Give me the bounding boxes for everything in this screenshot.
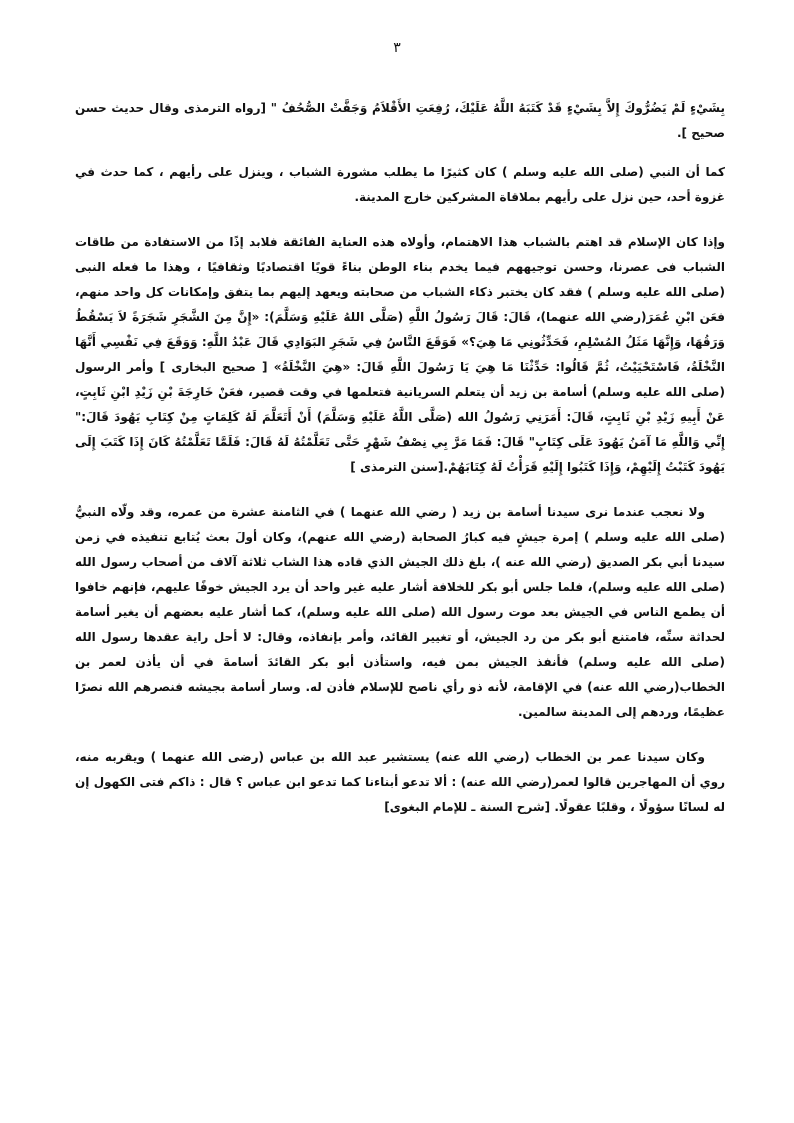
paragraph-usama-army: ولا نعجب عندما نرى سيدنا أسامة بن زيد ( رضي الله عنهما ) في الثامنة عشرة من عمره، وقد ولّاه النبيُّ (صلى الله عليه وسلم ) إمرة جيشٍ فيه كبارُ الصحابة (رضي الله عنهم)، وكان أولَ بعث يُتابع تنفيذه في زمن سيدنا أبي بكر الصديق (رضي الله عنه )، بلغ ذلك الجيش الذي قاده هذا الشاب ثلاثة آلاف من أصحاب رسول الله (صلى الله عليه وسلم)، فلما جلس أبو بكر للخلافة أشار عليه غير واحد أن يرد الجيش خوفًا عليهم، فإنهم خافوا أن يطمع الناس في الجيش بعد موت رسول الله (صلى الله عليه وسلم)، كما أشار عليه بعضهم أن يغير أسامة لحداثة سنِّه، فامتنع أبو بكر من رد الجيش، أو تغيير القائد، وأمر بإنفاذه، وقال: لا أحل راية عقدها رسول الله (صلى الله عليه وسلم) فأنفذ الجيش بمن فيه، واستأذن أبو بكر القائدَ أسامةَ في أن يأذن لعمر بن الخطاب(رضي الله عنه) في الإقامة، لأنه ذو رأي ناصح للإسلام فأذن له. وسار أسامة بجيشه فنصرهم الله نصرًا عظيمًا، وردهم إلى المدينة سالمين. (75, 505, 725, 719)
paragraph-benefiting-from-youth: وإذا كان الإسلام قد اهتم بالشباب هذا الاهتمام، وأولاه هذه العناية الفائقة فلابد إذًا من الاستفادة من طاقات الشباب فى عصرنا، وحسن توجيههم فيما يخدم بناء الوطن بناءً قويًا اقتصاديًا وثقافيًا ، وهذا ما فعله النبى (صلى الله عليه وسلم ) فقد كان يختبر ذكاء الشباب من صحابته ويعهد إليهم بما يتفق وإمكانات كل واحد منهم، فعَن ابْنِ عُمَرَ(رضي الله عنهما)، قَالَ: قَالَ رَسُولُ اللَّهِ (صَلَّى اللهُ عَلَيْهِ وَسَلَّمَ): «إِنَّ مِنَ الشَّجَرِ شَجَرَةً لاَ يَسْقُطُ وَرَقُهَا، وَإِنَّهَا مَثَلُ المُسْلِمِ، فَحَدِّثُونِي مَا هِيَ؟» فَوَقَعَ النَّاسُ فِي شَجَرِ البَوَادِي قَالَ عَبْدُ اللَّهِ: وَوَقَعَ فِي نَفْسِي أَنَّهَا النَّخْلَةُ، فَاسْتَحْيَيْتُ، ثُمَّ قَالُوا: حَدِّثْنَا مَا هِيَ يَا رَسُولَ اللَّهِ قَالَ: «هِيَ النَّخْلَةُ» [ صحيح البخارى ] وأمر الرسول (صلى الله عليه وسلم) أسامة بن زيد أن يتعلم السريانية فتعلمها في وقت قصير، فعَنْ خَارِجَةَ بْنِ زَيْدِ ابْنِ ثَابِتٍ، عَنْ أَبِيهِ زَيْدِ بْنِ ثَابِتٍ، قَالَ: أَمَرَنِي رَسُولُ الله (صَلَّى اللَّهُ عَلَيْهِ وَسَلَّمَ) أَنْ أَتَعَلَّمَ لَهُ كَلِمَاتٍ مِنْ كِتَابِ يَهُودَ قَالَ:" إِنِّي وَاللَّهِ مَا آمَنُ يَهُودَ عَلَى كِتَابٍ" قَالَ: فَمَا مَرَّ بِي نِصْفُ شَهْرٍ حَتَّى تَعَلَّمْتُهُ لَهُ قَالَ: فَلَمَّا تَعَلَّمْتُهُ كَانَ إِذَا كَتَبَ إِلَى يَهُودَ كَتَبْتُ إِلَيْهِمْ، وَإِذَا كَتَبُوا إِلَيْهِ قَرَأْتُ لَهُ كِتَابَهُمْ.[سنن الترمذى ] (75, 235, 725, 474)
page-number: ٣ (393, 40, 401, 56)
paragraph-ibn-abbas: وكان سيدنا عمر بن الخطاب (رضي الله عنه) يستشير عبد الله بن عباس (رضى الله عنهما ) ويقربه منه، روي أن المهاجرين قالوا لعمر(رضي الله عنه) : ألا تدعو أبناءنا كما تدعو ابن عباس ؟ قال : ذاكم فتى الكهول إن له لسانًا سؤولًا ، وقلبًا عقولًا. [شرح السنة ـ للإمام البغوى] (75, 750, 725, 814)
paragraph-consulting-youth: كما أن النبي (صلى الله عليه وسلم ) كان كثيرًا ما يطلب مشورة الشباب ، وينزل على رأيهم ، كما حدث في غزوة أحد، حين نزل على رأيهم بملاقاة المشركين خارج المدينة. (75, 165, 725, 204)
page-body (75, 96, 725, 838)
paragraph-hadith-ending: بِشَيْءٍ لَمْ يَضُرُّوكَ إِلاَّ بِشَيْءٍ قَدْ كَتَبَهُ اللَّهُ عَلَيْكَ، رُفِعَتِ الأَقْلاَمُ وَجَفَّتْ الصُّحُفُ " [رواه الترمذى وقال حديث حسن صحيح ]. (75, 101, 725, 140)
